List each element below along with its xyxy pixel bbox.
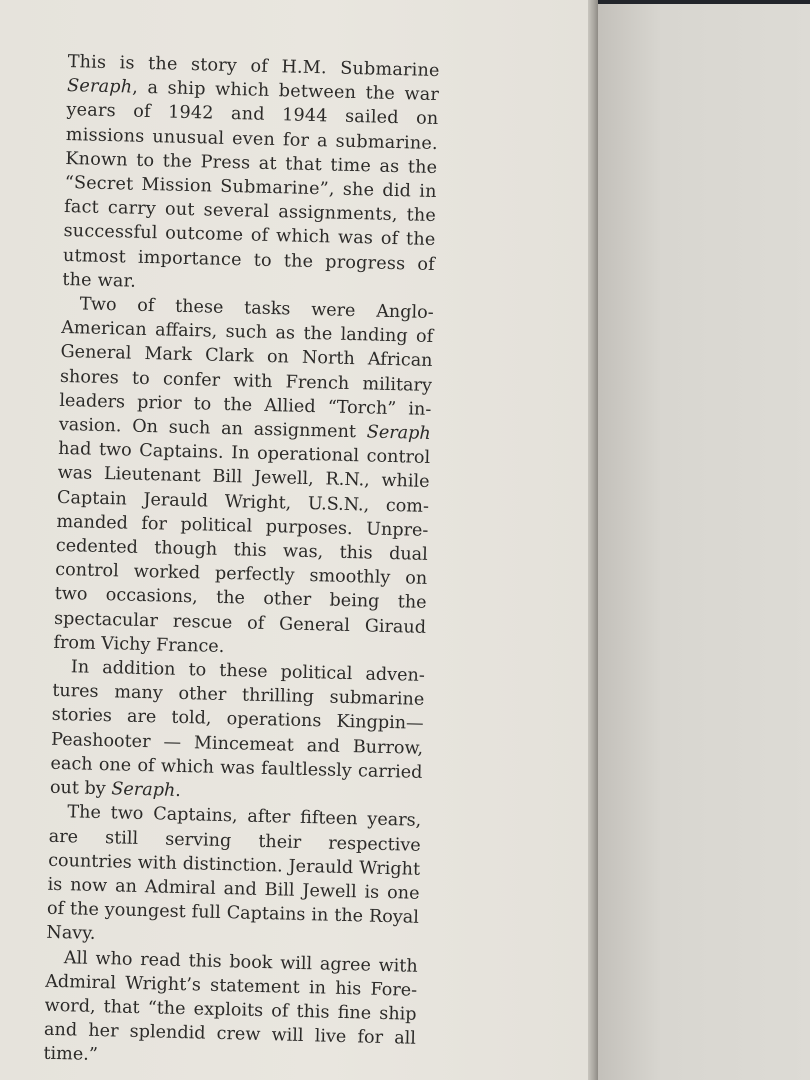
paragraph-1 [62, 50, 440, 301]
paragraph-1-text-b: , a ship which between the war years of 1942 and 1944 sailed on missions unusual even for a submarine. Known to the Press at that time as the “Secret Mission Submarine”, she did in fact carry out several assignments, the successful outcome of which was of the utmost importance to the progress of the war. [62, 77, 440, 292]
paragraph-5 [43, 945, 418, 1075]
ship-name: Seraph [111, 779, 176, 801]
paragraph-4 [46, 800, 421, 954]
blurb-text [43, 50, 440, 1075]
paragraph-3 [50, 655, 425, 809]
paragraph-2-text-b: had two Captains. In operational control was Lieutenant Bill Jewell, R.N., while Captain Jerauld Wright, U.S.N., commanded for political purposes. Unprecedented though this was, this dual control worked perfectly smoothly on two occasions, the other being the spectacular rescue of General Giraud from Vichy France. [53, 439, 431, 657]
paragraph-5-text: All who read this book will agree with Admiral Wright’s statement in his Foreword, that “the exploits of this fine ship and her splendid crew will live for all time.” [43, 947, 418, 1066]
paragraph-3-text-a: In addition to these political adventures many other thrilling submarine stories are told, operations Kingpin— Peashooter — Mincemeat and Burrow, each one of which was faultlessly carried out by [49, 657, 426, 800]
paragraph-2-text-a: Two of these tasks were Anglo-American affairs, such as the landing of General Mark Clark on North African shores to confer with French military leaders prior to the Allied “Torch” invasion. On such an assignment [58, 294, 434, 443]
paragraph-4-text: The two Captains, after fifteen years, are still serving their respective countries with distinction. Jerauld Wright is now an Admiral and Bill Jewell is one of the youngest full Captains in the Royal Navy. [46, 802, 422, 945]
paragraph-1-text-a: This is the story of H.M. Submarine [67, 51, 440, 82]
adjacent-page [598, 4, 810, 1080]
paragraph-2 [53, 292, 434, 664]
paragraph-3-text-b: . [175, 780, 182, 802]
ship-name: Seraph [66, 76, 133, 98]
ship-name: Seraph [366, 422, 431, 445]
page-gutter [588, 0, 598, 1080]
